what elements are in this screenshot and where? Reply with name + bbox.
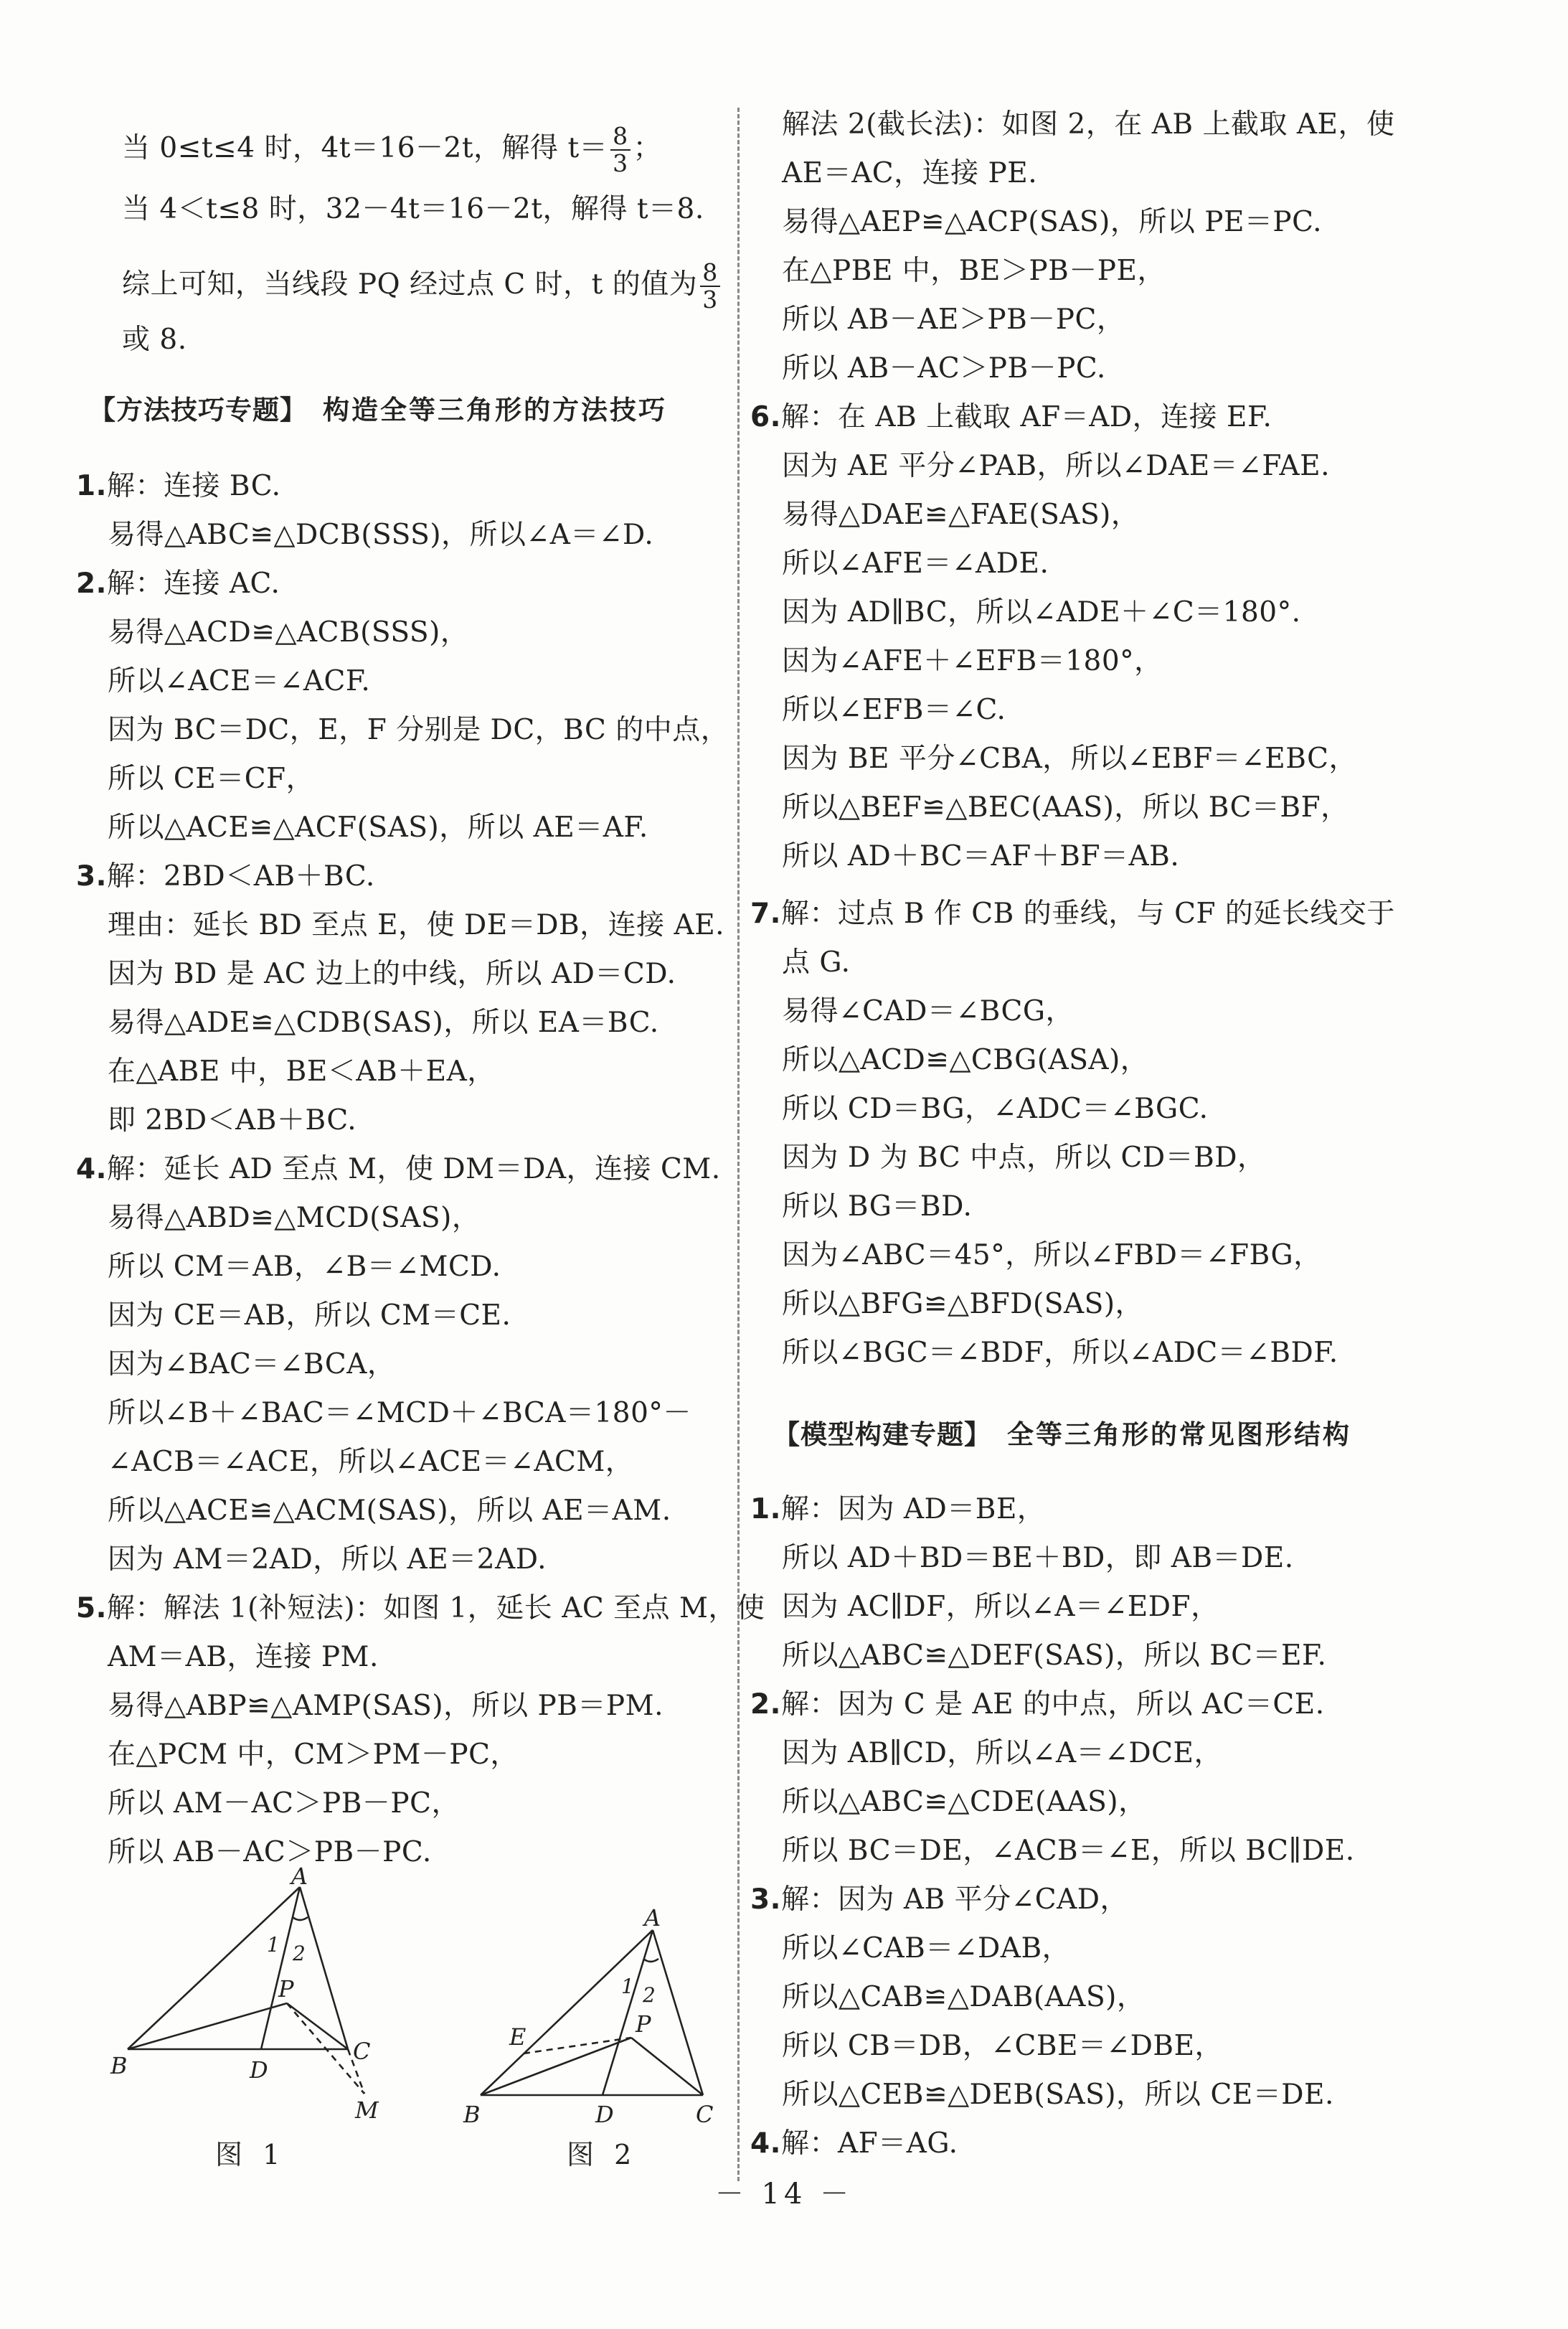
label-E: E: [509, 2023, 526, 2051]
problem-7-line-3: 易得∠CAD＝∠BCG，: [782, 995, 1075, 1027]
problem-3-line-6: 即 2BD＜AB＋BC.: [108, 1104, 357, 1137]
problem-6-line-3: 易得△DAE≌△FAE(SAS)，: [782, 499, 1140, 531]
problem-5-line-1: 5.解：解法 1(补短法)：如图 1，延长 AC 至点 M，使: [76, 1592, 765, 1624]
problem-number: 2.: [76, 568, 107, 600]
figure-2-caption: 图 2: [567, 2139, 638, 2170]
problem-2-line-4: 因为 BC＝DC，E，F 分别是 DC，BC 的中点，: [108, 714, 729, 746]
problem-number: 3.: [76, 860, 107, 893]
problem-6-line-9: 所以△BEF≌△BEC(AAS)，所以 BC＝BF，: [782, 791, 1349, 824]
label-D: D: [250, 2056, 268, 2084]
section-heading-method: [89, 393, 667, 428]
label-P: P: [278, 1975, 294, 2003]
column-divider: [737, 108, 740, 2181]
problem-5b-line-2: AE＝AC，连接 PE.: [782, 157, 1038, 189]
problem-7-line-9: 所以△BFG≌△BFD(SAS)，: [782, 1288, 1144, 1320]
fraction: $\frac{8}{3}$: [610, 123, 630, 177]
segment-AC: [653, 1930, 703, 2095]
problem-7-line-6: 因为 D 为 BC 中点，所以 CD＝BD，: [782, 1142, 1266, 1174]
problem-5-line-4: 在△PCM 中，CM＞PM－PC，: [108, 1738, 519, 1771]
problem-3-line-2: 理由：延长 BD 至点 E，使 DE＝DB，连接 AE.: [108, 909, 725, 941]
problem-3-line-5: 在△ABE 中，BE＜AB＋EA，: [108, 1055, 496, 1088]
intro-line-1: 当 0≤t≤4 时，4t＝16－2t，解得 t＝ $\frac{8}{3}$ ；: [122, 122, 662, 177]
problem-number: 4.: [750, 2127, 781, 2160]
problem-3-line-1: 3.解：2BD＜AB＋BC.: [76, 860, 375, 893]
label-A: A: [644, 1904, 661, 1932]
angle-arc: [643, 1959, 658, 1962]
label-D: D: [595, 2101, 614, 2128]
problem-5-line-2: AM＝AB，连接 PM.: [108, 1641, 379, 1673]
problem-4-line-1: 4.解：延长 AD 至点 M，使 DM＝DA，连接 CM.: [76, 1153, 721, 1185]
segment-PC: [287, 2003, 348, 2049]
label-P: P: [636, 2010, 651, 2038]
figure-1: [108, 1865, 409, 2127]
problem-6-line-5: 因为 AD∥BC，所以∠ADE＋∠C＝180°.: [782, 596, 1301, 629]
model-1-line-4: 所以△ABC≌△DEF(SAS)，所以 BC＝EF.: [782, 1639, 1327, 1672]
problem-7-line-1: 7.解：过点 B 作 CB 的垂线，与 CF 的延长线交于: [750, 898, 1395, 930]
section-title: 构造全等三角形的方法技巧: [323, 395, 667, 425]
problem-2-line-3: 所以∠ACE＝∠ACF.: [108, 665, 371, 697]
model-3-line-3: 所以△CAB≌△DAB(AAS)，: [782, 1981, 1146, 2013]
figure-2-diagram: [459, 1901, 732, 2131]
page-number: － 14 －: [714, 2178, 854, 2211]
problem-6-line-10: 所以 AD＋BC＝AF＋BF＝AB.: [782, 840, 1180, 872]
problem-6-line-6: 因为∠AFE＋∠EFB＝180°，: [782, 645, 1163, 677]
problem-5b-line-1: 解法 2(截长法)：如图 2，在 AB 上截取 AE，使: [782, 108, 1395, 141]
section-title: 全等三角形的常见图形结构: [1007, 1419, 1351, 1450]
problem-4-line-6: 所以∠B＋∠BAC＝∠MCD＋∠BCA＝180°－: [108, 1397, 691, 1429]
problem-number: 6.: [750, 401, 781, 433]
label-B: B: [110, 2052, 128, 2079]
problem-5b-line-5: 所以 AB－AE＞PB－PC，: [782, 304, 1125, 336]
model-3-line-4: 所以 CB＝DB，∠CBE＝∠DBE，: [782, 2030, 1224, 2062]
intro-line-4: 或 8.: [122, 324, 187, 356]
problem-5b-line-4: 在△PBE 中，BE＞PB－PE，: [782, 255, 1166, 287]
problem-5b-line-6: 所以 AB－AC＞PB－PC.: [782, 352, 1106, 385]
figure-1-caption: 图 1: [215, 2139, 286, 2170]
fraction: $\frac{8}{3}$: [700, 260, 720, 313]
problem-number: 1.: [750, 1493, 781, 1525]
problem-7-line-4: 所以△ACD≌△CBG(ASA)，: [782, 1044, 1149, 1076]
problem-2-line-1: 2.解：连接 AC.: [76, 568, 280, 600]
problem-number: 3.: [750, 1883, 781, 1916]
problem-4-line-9: 因为 AM＝2AD，所以 AE＝2AD.: [108, 1543, 547, 1576]
intro-text-1: 当 0≤t≤4 时，4t＝16－2t，解得 t＝: [122, 132, 608, 164]
problem-7-line-7: 所以 BG＝BD.: [782, 1190, 973, 1223]
problem-6-line-7: 所以∠EFB＝∠C.: [782, 694, 1006, 726]
problem-1-line-1: 1.解：连接 BC.: [76, 470, 281, 502]
label-C: C: [696, 2101, 714, 2128]
problem-2-line-2: 易得△ACD≌△ACB(SSS)，: [108, 616, 469, 649]
model-1-line-1: 1.解：因为 AD＝BE，: [750, 1493, 1046, 1525]
problem-7-line-8: 因为∠ABC＝45°，所以∠FBD＝∠FBG，: [782, 1239, 1322, 1271]
problem-1-line-2: 易得△ABC≌△DCB(SSS)，所以∠A＝∠D.: [108, 519, 654, 551]
section-heading-model: [773, 1418, 1351, 1452]
problem-5-line-6: 所以 AB－AC＞PB－PC.: [108, 1836, 432, 1868]
problem-5b-line-3: 易得△AEP≌△ACP(SAS)，所以 PE＝PC.: [782, 206, 1323, 238]
problem-4-line-8: 所以△ACE≌△ACM(SAS)，所以 AE＝AM.: [108, 1495, 671, 1527]
model-3-line-1: 3.解：因为 AB 平分∠CAD，: [750, 1883, 1129, 1916]
problem-6-line-2: 因为 AE 平分∠PAB，所以∠DAE＝∠FAE.: [782, 450, 1331, 482]
problem-2-line-5: 所以 CE＝CF，: [108, 763, 315, 795]
label-C: C: [353, 2038, 371, 2065]
model-2-line-2: 因为 AB∥CD，所以∠A＝∠DCE，: [782, 1737, 1222, 1769]
problem-4-line-2: 易得△ABD≌△MCD(SAS)，: [108, 1202, 481, 1234]
problem-7-line-2: 点 G.: [782, 946, 851, 979]
problem-number: 5.: [76, 1592, 107, 1624]
problem-number: 1.: [76, 470, 107, 502]
problem-5-line-3: 易得△ABP≌△AMP(SAS)，所以 PB＝PM.: [108, 1690, 663, 1722]
problem-3-line-3: 因为 BD 是 AC 边上的中线，所以 AD＝CD.: [108, 958, 676, 990]
label-M: M: [355, 2097, 379, 2124]
problem-6-line-4: 所以∠AFE＝∠ADE.: [782, 547, 1049, 580]
model-3-line-2: 所以∠CAB＝∠DAB，: [782, 1932, 1071, 1965]
problem-number: 4.: [76, 1153, 107, 1185]
label-angle-1: 1: [621, 1975, 634, 1998]
problem-2-line-6: 所以△ACE≌△ACF(SAS)，所以 AE＝AF.: [108, 811, 648, 844]
problem-3-line-4: 易得△ADE≌△CDB(SAS)，所以 EA＝BC.: [108, 1007, 659, 1039]
label-angle-2: 2: [293, 1942, 306, 1965]
problem-7-line-5: 所以 CD＝BG，∠ADC＝∠BGC.: [782, 1093, 1209, 1125]
problem-6-line-1: 6.解：在 AB 上截取 AF＝AD，连接 EF.: [750, 401, 1272, 433]
problem-4-line-3: 所以 CM＝AB，∠B＝∠MCD.: [108, 1251, 501, 1283]
problem-7-line-10: 所以∠BGC＝∠BDF，所以∠ADC＝∠BDF.: [782, 1337, 1338, 1369]
model-1-line-2: 所以 AD＋BD＝BE＋BD，即 AB＝DE.: [782, 1542, 1294, 1574]
problem-number: 7.: [750, 898, 781, 930]
label-B: B: [463, 2101, 481, 2128]
angle-arc: [293, 1917, 308, 1920]
problem-6-line-8: 因为 BE 平分∠CBA，所以∠EBF＝∠EBC，: [782, 743, 1358, 775]
segment-AD: [261, 1887, 300, 2049]
segment-BP: [481, 2038, 631, 2095]
model-3-line-5: 所以△CEB≌△DEB(SAS)，所以 CE＝DE.: [782, 2079, 1334, 2111]
model-4-line-1: 4.解：AF＝AG.: [750, 2127, 958, 2160]
intro-line-3: [122, 258, 723, 314]
problem-4-line-5: 因为∠BAC＝∠BCA，: [108, 1348, 396, 1380]
section-bracket: 【方法技巧专题】: [89, 395, 307, 425]
intro-line-2: 当 4＜t≤8 时，32－4t＝16－2t，解得 t＝8.: [122, 193, 704, 225]
model-2-line-4: 所以 BC＝DE，∠ACB＝∠E，所以 BC∥DE.: [782, 1835, 1355, 1867]
label-A: A: [291, 1865, 308, 1890]
problem-number: 2.: [750, 1688, 781, 1721]
segment-PC: [631, 2038, 703, 2095]
problem-4-line-7: ∠ACB＝∠ACE，所以∠ACE＝∠ACM，: [108, 1446, 634, 1478]
segment-AC: [300, 1887, 348, 2049]
figure-2: [459, 1901, 732, 2134]
problem-5-line-5: 所以 AM－AC＞PB－PC，: [108, 1787, 460, 1820]
model-2-line-3: 所以△ABC≌△CDE(AAS)，: [782, 1786, 1147, 1818]
label-angle-1: 1: [267, 1933, 280, 1957]
model-1-line-3: 因为 AC∥DF，所以∠A＝∠EDF，: [782, 1591, 1219, 1623]
intro-text-3: 综上可知，当线段 PQ 经过点 C 时，t 的值为: [122, 268, 698, 301]
label-angle-2: 2: [643, 1983, 656, 2007]
section-bracket: 【模型构建专题】: [773, 1419, 991, 1450]
problem-4-line-4: 因为 CE＝AB，所以 CM＝CE.: [108, 1299, 511, 1332]
figure-1-diagram: [108, 1865, 409, 2124]
model-2-line-1: 2.解：因为 C 是 AE 的中点，所以 AC＝CE.: [750, 1688, 1325, 1721]
